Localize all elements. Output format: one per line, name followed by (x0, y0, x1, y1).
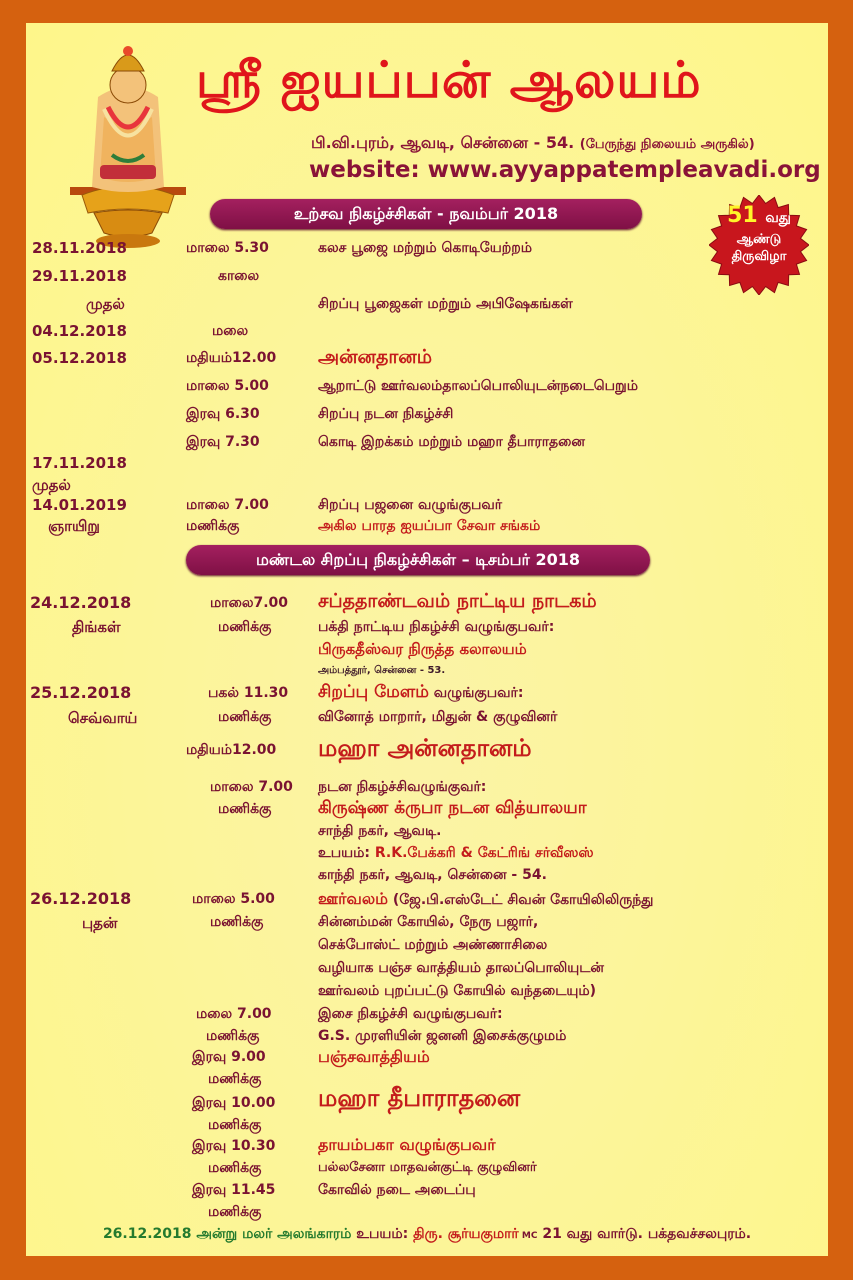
event: சப்ததாண்டவம் நாட்டிய நாடகம் (318, 590, 597, 612)
event: காந்தி நகர், ஆவடி, சென்னை - 54. (318, 867, 547, 883)
event-highlight: ஊர்வலம் (318, 889, 388, 908)
event: ஆறாட்டு ஊர்வலம்தாலப்பொலியுடன்நடைபெறும் (318, 378, 639, 394)
event: சிறப்பு நடன நிகழ்ச்சி (318, 406, 454, 422)
event: அம்பத்தூர், சென்னை - 53. (318, 665, 446, 676)
time: மாலை 5.00 (186, 378, 269, 394)
date: 04.12.2018 (32, 322, 127, 340)
event-prefix: உபயம்: (318, 845, 375, 861)
time: இரவு 9.00 (192, 1049, 266, 1065)
time: இரவு 10.00 (192, 1095, 276, 1111)
date: முதல் (86, 295, 125, 313)
time: மணிக்கு (218, 619, 272, 635)
event: கோவில் நடை அடைப்பு (318, 1182, 476, 1198)
time: மாலை 7.00 (186, 497, 269, 513)
section2-heading: மண்டல சிறப்பு நிகழ்ச்சிகள் – டிசம்பர் 2018 (186, 545, 650, 575)
time: இரவு 7.30 (186, 434, 260, 450)
event (318, 845, 594, 863)
footer-note (26, 1226, 828, 1244)
address-note: (பேருந்து நிலையம் அருகில்) (579, 137, 755, 152)
ayyappan-deity-image (64, 37, 192, 251)
footer-sponsor-name: திரு. சூர்யகுமார் (413, 1226, 519, 1242)
event-suffix: (ஜே.பி.எஸ்டேட் சிவன் கோயிலிலிருந்து (387, 892, 654, 908)
badge-line2: ஆண்டு (736, 232, 782, 247)
time: மணிக்கு (218, 709, 272, 725)
event: கிருஷ்ண க்ருபா நடன வித்யாலயா (318, 798, 587, 818)
event: கொடி இறக்கம் மற்றும் மஹா தீபாராதனை (318, 434, 585, 450)
event: சாந்தி நகர், ஆவடி. (318, 823, 442, 839)
time: மலை 7.00 (196, 1006, 272, 1022)
date: 05.12.2018 (32, 349, 127, 367)
date: 17.11.2018 (32, 454, 127, 472)
time: இரவு 10.30 (192, 1138, 276, 1154)
date: புதன் (82, 914, 118, 932)
event: G.S. முரளியின் ஜனனி இசைக்குழுமம் (318, 1028, 567, 1044)
time: மணிக்கு (208, 1117, 262, 1133)
event: அகில பாரத ஐயப்பா சேவா சங்கம் (318, 518, 541, 534)
event-highlight: R.K.பேக்கரி & கேட்ரிங் சர்வீஸஸ் (374, 845, 594, 861)
event: பக்தி நாட்டிய நிகழ்ச்சி வழுங்குபவர்: (318, 619, 555, 635)
website-link[interactable]: website: www.ayyappatempleavadi.org (309, 157, 821, 183)
time: மணிக்கு (186, 518, 240, 534)
time: மதியம்12.00 (186, 350, 277, 366)
event: சிறப்பு பூஜைகள் மற்றும் அபிஷேகங்கள் (318, 296, 573, 312)
anniversary-badge (709, 203, 809, 265)
footer-mc: MC (518, 1231, 538, 1241)
event: பல்லசேனா மாதவன்குட்டி குழுவினர் (318, 1160, 537, 1175)
time: காலை (218, 268, 260, 284)
time: மாலை 5.30 (186, 240, 269, 256)
time: மணிக்கு (210, 914, 264, 930)
address-text: பி.வி.புரம், ஆவடி, சென்னை - 54. (311, 133, 575, 152)
event: சிறப்பு பஜனை வழுங்குபவர் (318, 497, 503, 513)
time: மணிக்கு (218, 801, 272, 817)
event: செக்போஸ்ட் மற்றும் அண்ணாசிலை (318, 937, 548, 953)
event: ஊர்வலம் புறப்பட்டு கோயில் வந்தடையும்) (318, 983, 597, 999)
event-highlight: சிறப்பு மேளம் (318, 682, 429, 702)
event: வினோத் மாறார், மிதுன் & குழுவினர் (318, 709, 558, 725)
time: மணிக்கு (208, 1071, 262, 1087)
event: இசை நிகழ்ச்சி வழுங்குபவர்: (318, 1006, 503, 1022)
footer-text: அன்று மலர் அலங்காரம் (191, 1226, 352, 1242)
event (318, 889, 653, 910)
event: கலச பூஜை மற்றும் கொடியேற்றம் (318, 240, 533, 256)
date: முதல் (32, 476, 71, 494)
badge-suffix: வது (765, 210, 791, 226)
date: திங்கள் (72, 618, 121, 636)
event: மஹா தீபாராதனை (318, 1084, 521, 1112)
section1-heading: உற்சவ நிகழ்ச்சிகள் - நவம்பர் 2018 (210, 199, 642, 229)
event: சின்னம்மன் கோயில், நேரு பஜார், (318, 914, 539, 930)
event: பிருகதீஸ்வர நிருத்த கலாலயம் (318, 640, 527, 658)
badge-number: 51 (727, 203, 758, 228)
time: மதியம்12.00 (186, 742, 277, 758)
event: வழியாக பஞ்ச வாத்தியம் தாலப்பொலியுடன் (318, 960, 604, 976)
event: அன்னதானம் (318, 346, 432, 368)
footer-ward: 21 வது வார்டு. பக்தவச்சலபுரம். (537, 1226, 752, 1242)
temple-title: ஸ்ரீ ஐயப்பன் ஆலயம் (196, 51, 702, 109)
time: மணிக்கு (208, 1160, 262, 1176)
date: 28.11.2018 (32, 239, 127, 257)
date: 25.12.2018 (30, 683, 132, 702)
event: மஹா அன்னதானம் (318, 734, 532, 762)
date: 26.12.2018 (30, 889, 132, 908)
time: மலை (212, 323, 249, 339)
time: மாலை7.00 (210, 595, 288, 611)
footer-date: 26.12.2018 (102, 1226, 192, 1242)
event: பஞ்சவாத்தியம் (318, 1047, 430, 1066)
time: பகல் 11.30 (208, 685, 289, 701)
event (318, 682, 523, 704)
footer-sponsor-label: உபயம்: (351, 1226, 414, 1242)
time: இரவு 11.45 (192, 1182, 276, 1198)
badge-line3: திருவிழா (731, 249, 787, 264)
event: தாயம்பகா வழுங்குபவர் (318, 1135, 496, 1154)
event-suffix: வழுங்குபவர்: (428, 685, 524, 701)
date: செவ்வாய் (68, 709, 138, 727)
time: இரவு 6.30 (186, 406, 260, 422)
time: மாலை 5.00 (192, 891, 275, 907)
temple-address (311, 133, 755, 154)
date: 24.12.2018 (30, 593, 132, 612)
date: 29.11.2018 (32, 267, 127, 285)
time: மணிக்கு (206, 1028, 260, 1044)
time: மாலை 7.00 (210, 779, 293, 795)
date: 14.01.2019 (32, 496, 127, 514)
time: மணிக்கு (208, 1204, 262, 1220)
date: ஞாயிறு (48, 517, 100, 535)
event: நடன நிகழ்ச்சிவழுங்குவர்: (318, 779, 487, 795)
poster (26, 23, 828, 1256)
